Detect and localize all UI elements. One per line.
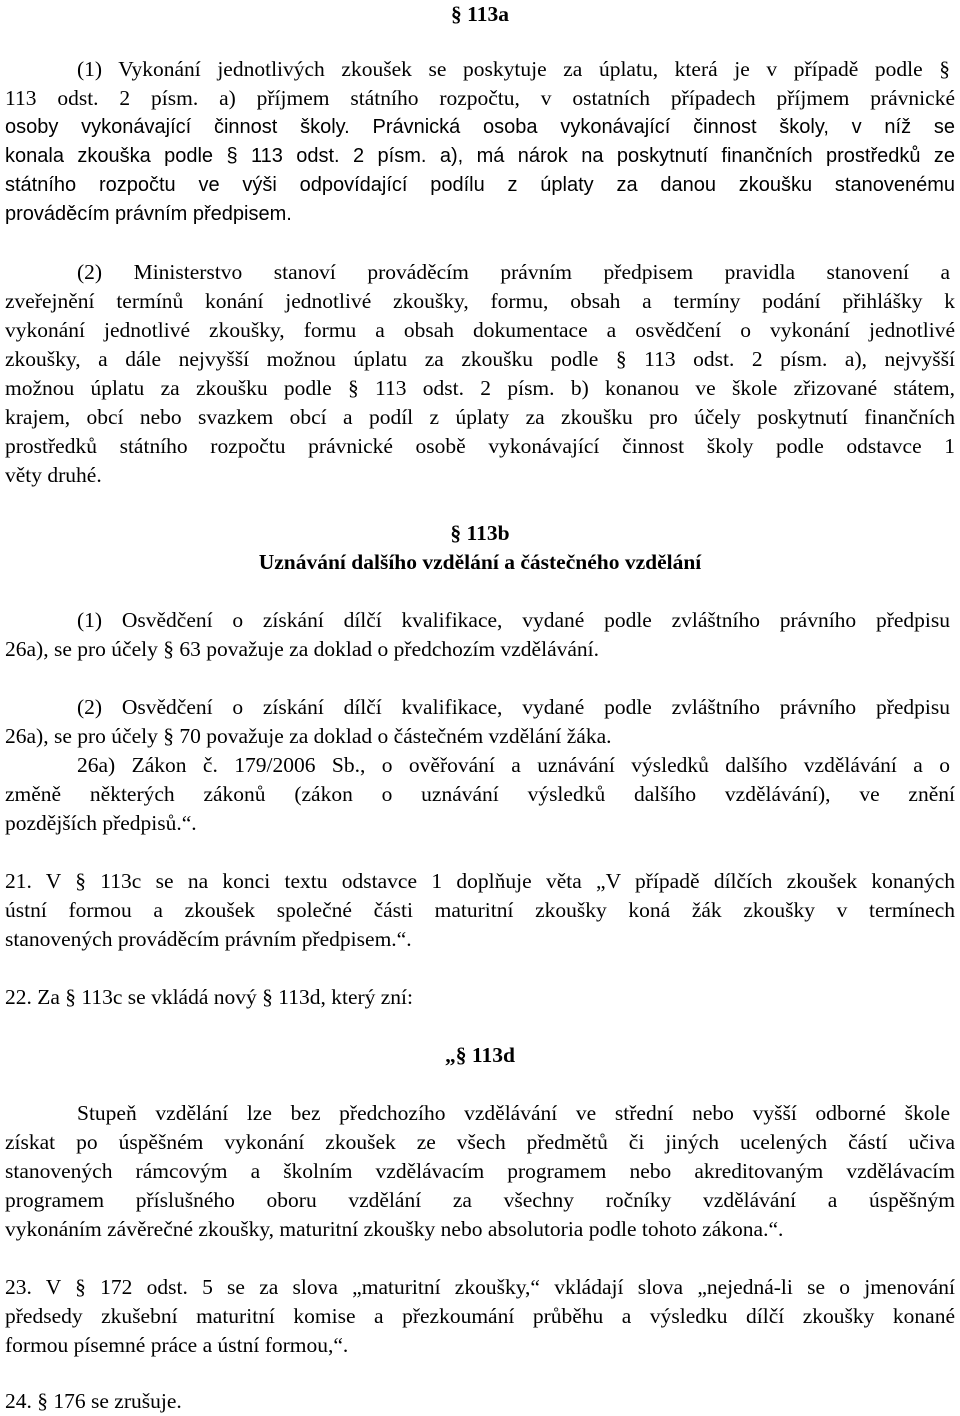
paragraph-113a-1-line: 113 odst. 2 písm. a) příjmem státního rozpočtu, v ostatních případech příjmem právnické — [5, 86, 955, 110]
paragraph-113a-1-line: státního rozpočtu ve výši odpovídající podílu z úplaty za danou zkoušku stanovenému — [5, 174, 955, 196]
amendment-item-23-line: 23. V § 172 odst. 5 se za slova „maturitní zkoušky,“ vkládají slova „nejedná-li se o jmenování — [5, 1275, 955, 1299]
paragraph-113a-1-line: (1) Vykonání jednotlivých zkoušek se poskytuje za úplatu, která je v případě podle § — [77, 57, 950, 81]
paragraph-113d-line: programem příslušného oboru vzdělání za všechny ročníky vzdělávání a úspěšným — [5, 1188, 955, 1212]
paragraph-113a-2-line: zveřejnění termínů konání jednotlivé zkoušky, formu, obsah a termíny podání přihlášky k — [5, 289, 955, 313]
amendment-item-23-line: předsedy zkušební maturitní komise a přezkoumání průběhu a výsledku dílčí zkoušky konané — [5, 1304, 955, 1328]
paragraph-113b-1-line: (1) Osvědčení o získání dílčí kvalifikace, vydané podle zvláštního právního předpisu — [77, 608, 950, 632]
paragraph-113a-1-line: konala zkouška podle § 113 odst. 2 písm. a), má nárok na poskytnutí finančních prostředků ze — [5, 145, 955, 167]
amendment-item-22: 22. Za § 113c se vkládá nový § 113d, který zní: — [5, 985, 414, 1009]
amendment-item-21-line: ústní formou a zkoušek společné části maturitní zkoušky koná žák zkoušky v termínech — [5, 898, 955, 922]
paragraph-113a-2-line: prostředků státního rozpočtu právnické osobě vykonávající činnost školy podle odstavce 1 — [5, 434, 955, 458]
footnote-26a-line: pozdějších předpisů.“. — [5, 811, 197, 835]
paragraph-113a-2-line: věty druhé. — [5, 463, 102, 487]
section-title-113b: Uznávání dalšího vzdělání a částečného vzdělání — [258, 550, 702, 574]
paragraph-113d-line: Stupeň vzdělání lze bez předchozího vzdělávání ve střední nebo vyšší odborné škole — [77, 1101, 950, 1125]
section-heading-113a: § 113a — [451, 2, 509, 26]
paragraph-113d-line: vykonáním závěrečné zkoušky, maturitní zkoušky nebo absolutoria podle tohoto zákona.“. — [5, 1217, 784, 1241]
paragraph-113b-1-line: 26a), se pro účely § 63 považuje za doklad o předchozím vzdělávání. — [5, 637, 600, 661]
amendment-item-21-line: 21. V § 113c se na konci textu odstavce 1 doplňuje věta „V případě dílčích zkoušek konaných — [5, 869, 955, 893]
paragraph-113a-1-line: prováděcím právním předpisem. — [5, 203, 292, 225]
amendment-item-21-line: stanovených prováděcím právním předpisem.“. — [5, 927, 412, 951]
paragraph-113a-2-line: zkoušky, a dále nejvyšší možnou úplatu za zkoušku podle § 113 odst. 2 písm. a), nejvyšší — [5, 347, 955, 371]
paragraph-113a-2-line: krajem, obcí nebo svazkem obcí a podíl z úplaty za zkoušku pro účely poskytnutí finančních — [5, 405, 955, 429]
section-heading-113b: § 113b — [450, 521, 510, 545]
paragraph-113b-2-line: (2) Osvědčení o získání dílčí kvalifikace, vydané podle zvláštního právního předpisu — [77, 695, 950, 719]
amendment-item-24: 24. § 176 se zrušuje. — [5, 1389, 182, 1413]
paragraph-113a-2-line: (2) Ministerstvo stanoví prováděcím právním předpisem pravidla stanovení a — [77, 260, 950, 284]
amendment-item-23-line: formou písemné práce a ústní formou,“. — [5, 1333, 349, 1357]
paragraph-113b-2-line: 26a), se pro účely § 70 považuje za doklad o částečném vzdělání žáka. — [5, 724, 612, 748]
paragraph-113a-2-line: vykonání jednotlivé zkoušky, formu a obsah dokumentace a osvědčení o vykonání jednotlivé — [5, 318, 955, 342]
paragraph-113d-line: stanovených rámcovým a školním vzdělávacím programem nebo akreditovaným vzdělávacím — [5, 1159, 955, 1183]
paragraph-113a-1-line: osoby vykonávající činnost školy. Právnická osoba vykonávající činnost školy, v níž se — [5, 116, 955, 138]
section-heading-113d: „§ 113d — [445, 1043, 515, 1067]
footnote-26a-line: změně některých zákonů (zákon o uznávání výsledků dalšího vzdělávání), ve znění — [5, 782, 955, 806]
paragraph-113a-2-line: možnou úplatu za zkoušku podle § 113 odst. 2 písm. b) konanou ve škole zřizované státem, — [5, 376, 955, 400]
footnote-26a-line: 26a) Zákon č. 179/2006 Sb., o ověřování a uznávání výsledků dalšího vzdělávání a o — [77, 753, 950, 777]
paragraph-113d-line: získat po úspěšném vykonání zkoušek ze všech předmětů či jiných ucelených částí učiva — [5, 1130, 955, 1154]
